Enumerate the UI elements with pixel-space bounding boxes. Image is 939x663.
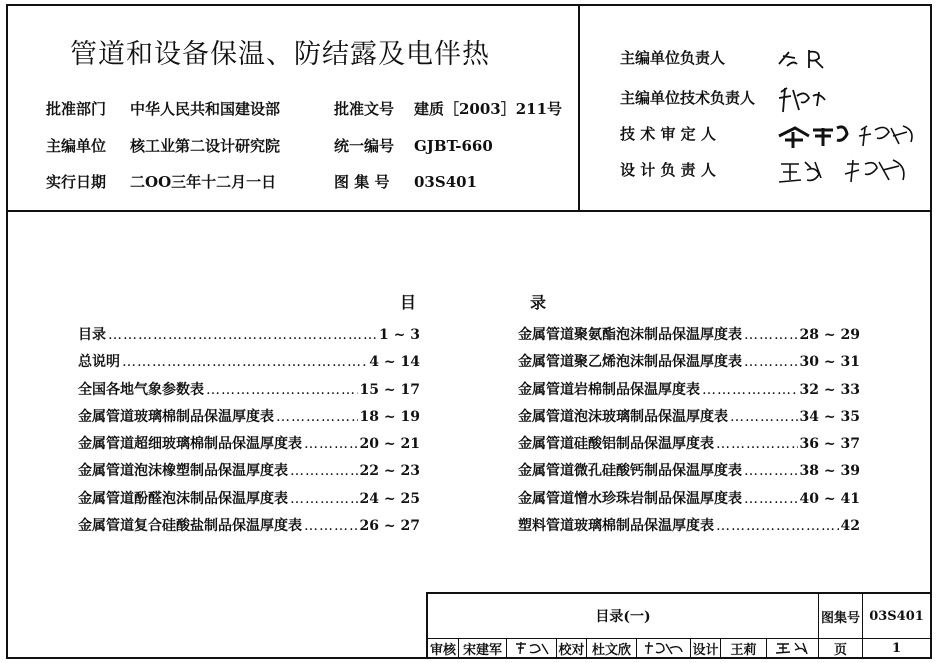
page-label: 页	[818, 639, 862, 657]
review-name: 宋建军	[458, 639, 506, 657]
resp-label: 技 术 审 定 人	[620, 125, 716, 143]
info-row-approval-dept	[46, 98, 280, 119]
toc-item[interactable]	[78, 515, 420, 542]
toc-column-left	[78, 324, 420, 542]
toc-item-title: 金属管道酚醛泡沫制品保温厚度表	[78, 490, 288, 507]
signature-image	[512, 640, 552, 656]
resp-row-tech-chief	[620, 84, 845, 114]
check-name: 杜文欣	[586, 639, 636, 657]
design-signature	[766, 639, 818, 657]
toc-item[interactable]	[518, 351, 860, 378]
atlas-no-value: 03S401	[862, 594, 930, 638]
toc-item-pages: 1 ~ 3	[379, 327, 420, 343]
toc-item[interactable]	[518, 488, 860, 515]
toc-item-pages: 18 ~ 19	[359, 408, 420, 425]
toc-item-pages: 30 ~ 31	[799, 354, 860, 371]
toc-item-title: 金属管道岩棉制品保温厚度表	[518, 381, 700, 398]
toc-leader-dots	[716, 436, 798, 452]
drawing-sheet	[6, 4, 932, 659]
info-value: 03S401	[414, 173, 478, 191]
design-label: 设计	[690, 639, 720, 657]
signature-image	[775, 84, 845, 114]
toc-leader-dots	[744, 354, 798, 370]
signature-image	[775, 46, 845, 72]
toc-item-title: 金属管道聚乙烯泡沫制品保温厚度表	[518, 354, 742, 371]
signature-image	[773, 640, 813, 656]
toc-item-pages: 24 ~ 25	[359, 490, 420, 507]
info-value: GJBT-660	[414, 137, 493, 155]
toc-item-pages: 40 ~ 41	[799, 490, 860, 507]
toc-item-pages: 4 ~ 14	[369, 354, 420, 371]
info-label: 实行日期	[46, 173, 107, 191]
info-label: 主编单位	[46, 137, 107, 155]
toc-leader-dots	[702, 382, 798, 398]
toc-leader-dots	[122, 354, 367, 370]
toc-item-title: 总说明	[78, 354, 120, 371]
resp-row-chief	[620, 46, 845, 72]
toc-leader-dots	[290, 463, 358, 479]
toc-leader-dots	[290, 491, 358, 507]
info-label: 统一编号	[334, 137, 395, 155]
signature-image	[775, 156, 925, 186]
toc-item[interactable]	[78, 488, 420, 515]
info-value: 建质［2003］211号	[414, 100, 563, 118]
toc-item[interactable]	[518, 515, 860, 542]
resp-label: 设 计 负 责 人	[620, 161, 716, 179]
toc-item[interactable]	[518, 324, 860, 351]
check-label: 校对	[556, 639, 586, 657]
toc-item-pages: 36 ~ 37	[799, 436, 860, 453]
toc-item-title: 金属管道微孔硅酸钙制品保温厚度表	[518, 463, 742, 480]
review-label: 审核	[429, 642, 456, 658]
signature-image	[775, 120, 925, 150]
toc-item-title: 金属管道泡沫橡塑制品保温厚度表	[78, 463, 288, 480]
title-block-top-row	[428, 594, 930, 639]
resp-row-tech-reviewer	[620, 120, 925, 150]
toc-item[interactable]	[518, 460, 860, 487]
toc-item[interactable]	[78, 460, 420, 487]
toc-item-pages: 15 ~ 17	[359, 381, 420, 398]
title-block-bottom-row	[428, 639, 930, 657]
toc-leader-dots	[108, 327, 377, 343]
toc-leader-dots	[744, 327, 798, 343]
info-row-atlas-no	[334, 171, 477, 192]
toc-leader-dots	[744, 491, 798, 507]
header-block	[8, 6, 930, 212]
page-number: 1	[862, 639, 930, 657]
toc-leader-dots	[304, 436, 358, 452]
resp-label: 主编单位负责人	[620, 49, 726, 67]
check-signature	[636, 639, 690, 657]
toc-item-pages: 42	[840, 518, 860, 535]
atlas-no-label: 图集号	[818, 594, 862, 638]
toc-item-pages: 34 ~ 35	[799, 408, 860, 425]
toc-leader-dots	[716, 518, 839, 534]
info-row-approval-no	[334, 98, 562, 119]
toc-item[interactable]	[78, 379, 420, 406]
toc-leader-dots	[744, 463, 798, 479]
toc-item-title: 金属管道聚氨酯泡沫制品保温厚度表	[518, 327, 742, 343]
info-value: 中华人民共和国建设部	[130, 100, 281, 118]
info-row-effective-date	[46, 171, 276, 192]
info-label: 批准部门	[46, 100, 107, 118]
toc-heading-right: 录	[530, 293, 547, 312]
toc-item[interactable]	[78, 433, 420, 460]
resp-row-design-lead	[620, 156, 925, 186]
toc-item-pages: 38 ~ 39	[799, 463, 860, 480]
atlas-title: 管道和设备保温、防结露及电伴热	[70, 39, 490, 70]
toc-item-title: 全国各地气象参数表	[78, 381, 204, 398]
toc-item-title: 金属管道玻璃棉制品保温厚度表	[78, 408, 274, 425]
toc-item-title: 金属管道泡沫玻璃制品保温厚度表	[518, 408, 728, 425]
toc-item[interactable]	[78, 351, 420, 378]
review-signature	[506, 639, 556, 657]
toc-column-right	[518, 324, 860, 542]
info-value: 核工业第二设计研究院	[130, 137, 281, 155]
toc-item[interactable]	[518, 433, 860, 460]
info-label: 批准文号	[334, 100, 395, 118]
design-name: 王莉	[720, 639, 766, 657]
resp-label: 主编单位技术负责人	[620, 89, 756, 107]
info-row-editor-unit	[46, 135, 280, 156]
toc-item-title: 金属管道超细玻璃棉制品保温厚度表	[78, 436, 302, 453]
signature-image	[642, 640, 686, 656]
toc-item-pages: 26 ~ 27	[359, 518, 420, 535]
toc-item-title: 目录	[78, 327, 106, 343]
toc-item[interactable]	[78, 406, 420, 433]
toc-heading-left: 目	[400, 293, 417, 312]
toc-item[interactable]	[518, 379, 860, 406]
toc-item-pages: 20 ~ 21	[359, 436, 420, 453]
toc-item-title: 塑料管道玻璃棉制品保温厚度表	[518, 518, 714, 535]
toc-item-title: 金属管道硅酸铝制品保温厚度表	[518, 436, 714, 453]
title-block	[426, 592, 930, 657]
toc-item[interactable]	[518, 406, 860, 433]
toc-item-pages: 28 ~ 29	[799, 327, 860, 343]
info-value: 二OO三年十二月一日	[130, 173, 277, 191]
sheet-title: 目录(一)	[595, 609, 651, 625]
responsibility-block	[578, 6, 930, 210]
info-row-unified-no	[334, 135, 493, 156]
toc-item-title: 金属管道复合硅酸盐制品保温厚度表	[78, 518, 302, 535]
toc-item-pages: 32 ~ 33	[799, 381, 860, 398]
toc-leader-dots	[276, 409, 358, 425]
toc-leader-dots	[730, 409, 798, 425]
toc-item[interactable]	[78, 324, 420, 351]
toc-item-title: 金属管道憎水珍珠岩制品保温厚度表	[518, 490, 742, 507]
toc-item-pages: 22 ~ 23	[359, 463, 420, 480]
toc-leader-dots	[304, 518, 358, 534]
toc-leader-dots	[206, 382, 358, 398]
info-label: 图 集 号	[334, 173, 390, 191]
